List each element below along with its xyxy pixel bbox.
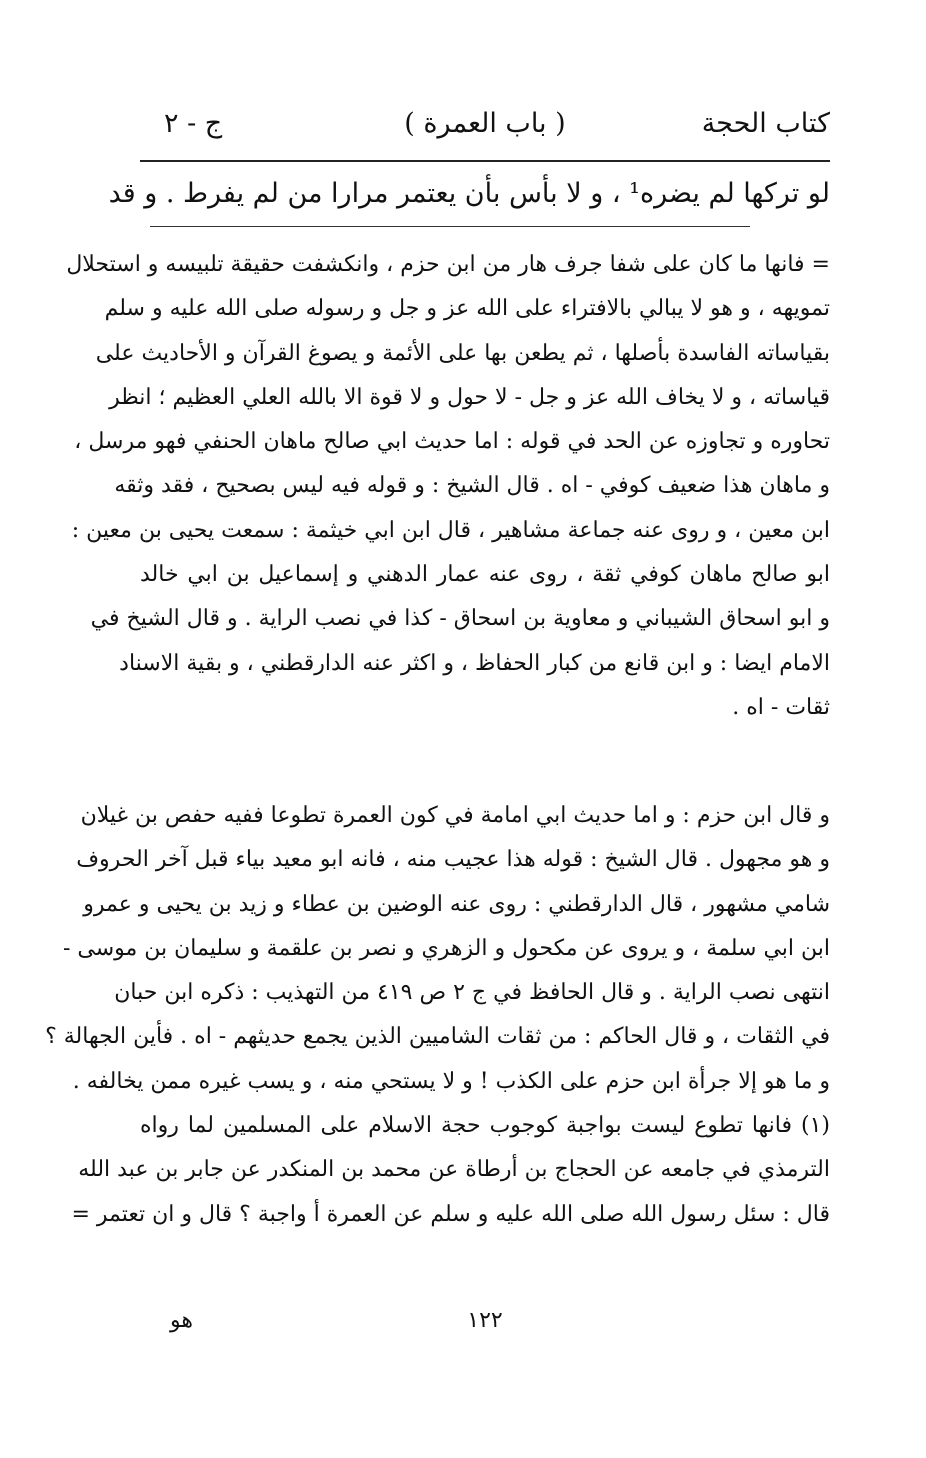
volume-number: ج - ٢ [164, 108, 223, 139]
footnote-line: (١) فانها تطوع ليست بواجبة كوجوب حجة الاسلام على المسلمين لما رواه [140, 1113, 830, 1139]
footnote-line: = فانها ما كان على شفا جرف هار من ابن حزم ، وانكشفت حقيقة تلبيسه و استحلال [66, 252, 830, 277]
chapter-title: ( باب العمرة ) [404, 108, 566, 139]
footnote-line: تحاوره و تجاوزه عن الحد في قوله : اما حديث ابي صالح ماهان الحنفي فهو مرسل ، [74, 429, 830, 455]
page-footer [140, 1308, 830, 1338]
footnote-line: شامي مشهور ، قال الدارقطني : روى عنه الوضين بن عطاء و زيد بن يحيى و عمرو [83, 891, 830, 917]
header-rule [140, 160, 830, 162]
main-text: لو تركها لم يضره¹ ، و لا بأس بأن يعتمر مرارا من لم يفرط . و قد [108, 178, 830, 209]
footnote-line: و قال ابن حزم : و اما حديث ابي امامة في كون العمرة تطوعا ففيه حفص بن غيلان [80, 803, 830, 828]
footnote-line: و ماهان هذا ضعيف كوفي - اه . قال الشيخ : و قوله فيه ليس بصحيح ، فقد وثقه [114, 473, 830, 499]
footnote-line: قال : سئل رسول الله صلى الله عليه و سلم عن العمرة أ واجبة ؟ قال و ان تعتمر = [71, 1201, 830, 1227]
footnote-line: ثقات - اه . [732, 694, 830, 720]
footnote-line: الامام ايضا : و ابن قانع من كبار الحفاظ ، و اكثر عنه الدارقطني ، و بقية الاسناد [119, 650, 830, 676]
footnote-line: و ابو اسحاق الشيباني و معاوية بن اسحاق - كذا في نصب الراية . و قال الشيخ في [90, 606, 830, 632]
catchword: هو [170, 1308, 193, 1333]
footnote-line: انتهى نصب الراية . و قال الحافظ في ج ٢ ص ٤١٩ من التهذيب : ذكره ابن حبان [114, 980, 830, 1006]
footnote-line: ابو صالح ماهان كوفي ثقة ، روى عنه عمار الدهني و إسماعيل بن ابي خالد [140, 562, 830, 588]
footnote-line: و ما هو إلا جرأة ابن حزم على الكذب ! و لا يستحي منه ، و يسب غيره ممن يخالفه . [72, 1068, 830, 1094]
footnote-line: ابن معين ، و روى عنه جماعة مشاهير ، قال ابن ابي خيثمة : سمعت يحيى بن معين : [71, 517, 830, 543]
footnote-line: الترمذي في جامعه عن الحجاج بن أرطاة عن محمد بن المنكدر عن جابر بن عبد الله [78, 1157, 830, 1183]
footnotes-block-2 [45, 794, 830, 1237]
footnote-line: في الثقات ، و قال الحاكم : من ثقات الشاميين الذين يجمع حديثهم - اه . فأين الجهالة ؟ [45, 1024, 830, 1050]
footnote-line: قياساته ، و لا يخاف الله عز و جل - لا حول و لا قوة الا بالله العلي العظيم ؛ انظر [109, 384, 830, 410]
footnote-line: و هو مجهول . قال الشيخ : قوله هذا عجيب منه ، فانه ابو معيد بياء قبل آخر الحروف [76, 847, 830, 873]
footnote-separator [150, 226, 750, 227]
page-number: ١٢٢ [467, 1308, 503, 1333]
footnotes-block-1 [66, 243, 830, 730]
footnote-line: ابن ابي سلمة ، و يروى عن مكحول و الزهري و نصر بن علقمة و سليمان بن موسى - [62, 935, 830, 961]
footnote-line: بقياساته الفاسدة بأصلها ، ثم يطعن بها على الأئمة و يصوغ القرآن و الأحاديث على [95, 340, 830, 366]
footnote-line: تمويهه ، و هو لا يبالي بالافتراء على الله عز و جل و رسوله صلى الله عليه و سلم [104, 296, 830, 322]
book-title: كتاب الحجة [701, 108, 830, 139]
running-header [140, 108, 830, 152]
